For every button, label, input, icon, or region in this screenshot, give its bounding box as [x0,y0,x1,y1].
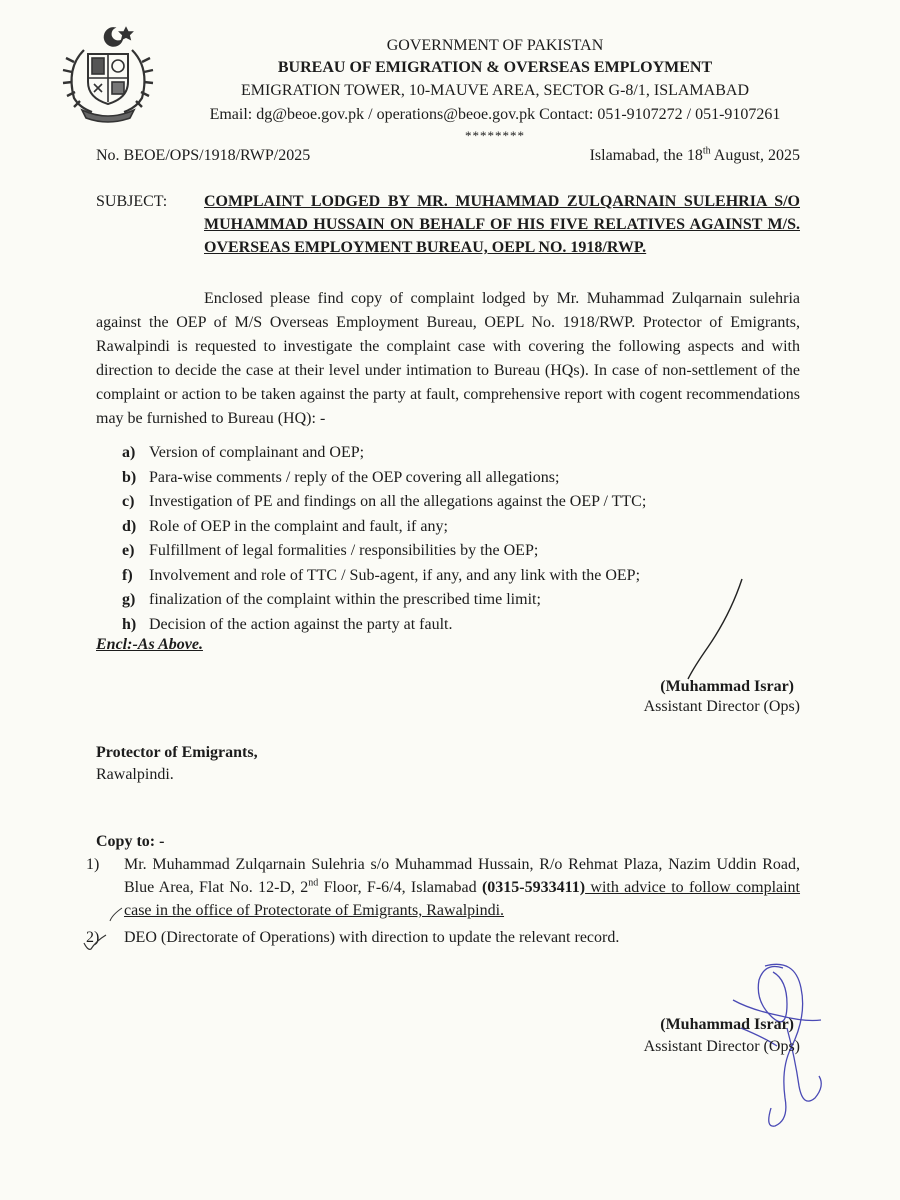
aspect-item [122,515,802,540]
copy-item-sup: nd [308,877,319,889]
aspect-item [122,588,802,613]
aspect-text: Version of complainant and OEP; [149,444,365,461]
date-prefix: Islamabad, the 18 [589,147,703,164]
aspect-label: f) [122,566,133,584]
header-government: GOVERNMENT OF PAKISTAN [386,37,604,54]
copy-to-label: Copy to: - [96,833,165,850]
aspect-text: Para-wise comments / reply of the OEP covering all allegations; [149,468,560,486]
aspect-text: Investigation of PE and findings on all the allegations against the OEP / TTC; [149,493,647,510]
signatory-name: (Muhammad Israr) [660,678,794,695]
header-address: EMIGRATION TOWER, 10-MAUVE AREA, SECTOR G-8/1, ISLAMABAD [240,82,749,99]
aspect-item [122,466,802,491]
header-separator: ******** [465,128,525,143]
signatory-title: Assistant Director (Ops) [643,1038,800,1055]
addressee-name: Protector of Emigrants, [96,744,258,761]
aspect-text: finalization of the complaint within the prescribed time limit; [149,591,541,608]
aspect-text: Involvement and role of TTC / Sub-agent, if any, and any link with the OEP; [149,566,641,584]
aspect-label: d) [122,517,137,535]
copy-item-phone: (0315-5933411) [481,879,586,896]
state-emblem-icon [52,20,164,124]
subject-text: COMPLAINT LODGED BY MR. MUHAMMAD ZULQARNAIN SULEHRIA S/O MUHAMMAD HUSSAIN ON BEHALF OF HIS FIVE RELATIVES AGAINST M/S. OVERSEAS EMPLOYMENT BUREAU, OEPL NO. 1918/RWP. [204,193,800,256]
letter-date [590,147,800,165]
copy-to-item [86,926,800,949]
header-bureau: BUREAU OF EMIGRATION & OVERSEAS EMPLOYMENT [277,59,713,76]
aspect-label: a) [122,444,136,461]
addressee-city: Rawalpindi. [96,766,174,783]
aspect-label: e) [122,542,135,559]
aspect-text: Role of OEP in the complaint and fault, if any; [149,517,448,535]
copy-item-text [124,853,800,922]
copy-item-advice: with advice to follow complaint case in the office of Protectorate of Emigrants, Rawalpindi. [124,879,801,919]
aspect-text: Fulfillment of legal formalities / responsibilities by the OEP; [149,542,539,559]
signatory-name: (Muhammad Israr) [660,1016,794,1033]
reference-number: No. BEOE/OPS/1918/RWP/2025 [96,147,311,164]
aspect-item [122,490,802,515]
aspect-label: h) [122,615,137,633]
aspects-list [122,441,802,637]
enclosure-note: Encl:-As Above. [96,636,203,653]
signatory-title: Assistant Director (Ops) [643,698,800,715]
copy-item-text: DEO (Directorate of Operations) with direction to update the relevant record. [124,929,620,946]
copy-item-text-a: Mr. Muhammad Zulqarnain Sulehria s/o Muhammad Hussain, R/o Rehmat Plaza, Nazim Uddin Road, Blue Area, Flat No. 12-D, 2 [124,856,800,896]
copy-item-text-b: Floor, F-6/4, Islamabad [318,879,482,896]
body-paragraph: Enclosed please find copy of complaint lodged by Mr. Muhammad Zulqarnain sulehria against the OEP of M/S Overseas Employment Bureau, OEPL No. 1918/RWP. Protector of Emigrants, Rawalpindi is requested to investigate the complaint case with covering the following aspects and with direction to decide the case at their level under intimation to Bureau (HQs). In case of non-settlement of the complaint or action to be taken against the party at fault, comprehensive report with cogent recommendations may be furnished to Bureau (HQ): - [96,290,800,427]
aspect-label: c) [122,493,135,510]
date-sup: th [702,145,711,157]
aspect-text: Decision of the action against the party at fault. [149,615,453,633]
copy-item-number: 1) [86,856,100,873]
aspect-item [122,613,802,638]
subject-label: SUBJECT: [96,193,168,210]
date-suffix: August, 2025 [710,147,800,164]
aspect-label: g) [122,591,136,608]
aspect-label: b) [122,468,137,486]
header-contact: Email: dg@beoe.gov.pk / operations@beoe.gov.pk Contact: 051-9107272 / 051-9107261 [209,106,781,123]
copy-to-item [86,853,801,922]
aspect-item [122,539,802,564]
copy-item-number: 2) [86,929,100,946]
aspect-item [122,564,802,589]
aspect-item [122,441,802,466]
